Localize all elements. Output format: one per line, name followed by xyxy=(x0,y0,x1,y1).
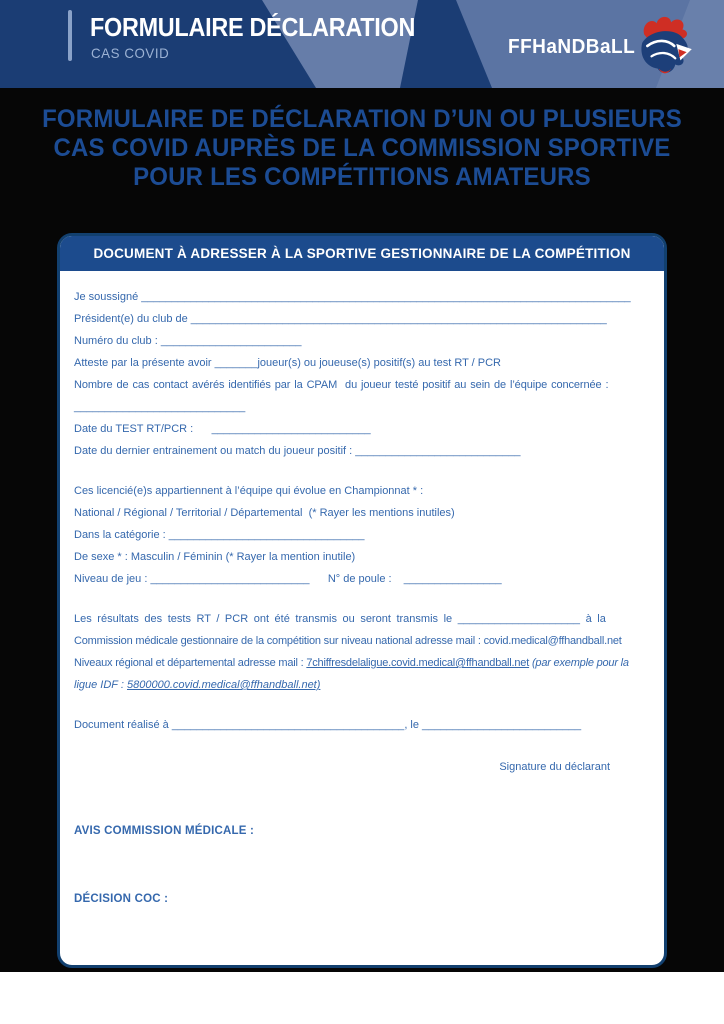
form-box xyxy=(57,233,667,968)
line-niveaux-mail xyxy=(74,652,650,674)
ligue-email-link[interactable]: 7chiffresdelaligue.covid.medical@ffhandball.net xyxy=(306,657,530,669)
text-segment: Dans la catégorie : xyxy=(74,529,169,541)
line-niveau xyxy=(74,568,650,590)
rooster-icon xyxy=(636,15,698,79)
text-segment: DÉCISION COC : xyxy=(74,893,169,905)
text-segment: Atteste par la présente avoir xyxy=(74,357,215,369)
blank-date: __________________________ xyxy=(422,719,582,731)
line-signature xyxy=(74,756,650,778)
text-segment: N° de poule : xyxy=(309,573,404,585)
blank-last-match-date: ___________________________ xyxy=(355,445,521,457)
line-categorie xyxy=(74,524,650,546)
text-segment: National / Régional / Territorial / Départemental (* Rayer les mentions inutiles) xyxy=(74,507,455,519)
blank-club-number: _______________________ xyxy=(160,335,302,347)
header-band xyxy=(0,0,724,88)
blank-transmit-date: ____________________ xyxy=(457,613,581,625)
blank-club-name: ____________________________________________________________________ xyxy=(190,313,607,325)
header-title: FORMULAIRE DÉCLARATION xyxy=(90,12,416,42)
blank-pool-number: ________________ xyxy=(403,573,502,585)
text-segment: Je soussigné xyxy=(74,291,142,303)
form-lines xyxy=(60,271,664,910)
main-title-line-3: POUR LES COMPÉTITIONS AMATEURS xyxy=(133,163,591,191)
header-subtitle: CAS COVID xyxy=(91,45,170,61)
text-segment: Document réalisé à xyxy=(74,719,172,731)
form-box-header: DOCUMENT À ADRESSER À LA SPORTIVE GESTIONNAIRE DE LA COMPÉTITION xyxy=(60,236,664,271)
ffhandball-wordmark: FFHaNDBaLL xyxy=(508,36,636,58)
blank-positive-count: _______ xyxy=(214,357,258,369)
blank-contact-count: ____________________________ xyxy=(74,401,246,413)
line-ligue-idf xyxy=(74,674,650,696)
text-segment: Nombre de cas contact avérés identifiés par la CPAM du joueur testé positif au sein de l’équipe concernée : xyxy=(74,379,609,391)
line-avis-commission xyxy=(74,820,650,842)
text-segment: joueur(s) ou joueuse(s) positif(s) au test RT / PCR xyxy=(257,357,501,369)
blank-category: ________________________________ xyxy=(168,529,365,541)
text-segment: à la xyxy=(580,613,606,625)
text-segment: Niveaux régional et départemental adresse mail : xyxy=(74,657,307,669)
blank-place: ______________________________________ xyxy=(171,719,405,731)
main-title xyxy=(14,105,709,192)
main-title-line-1: FORMULAIRE DE DÉCLARATION D’UN OU PLUSIEURS xyxy=(42,105,682,133)
text-segment: Les résultats des tests RT / PCR ont été transmis ou seront transmis le xyxy=(74,613,458,625)
text-segment: Signature du déclarant xyxy=(499,761,610,773)
text-segment: Date du dernier entrainement ou match du joueur positif : xyxy=(74,445,356,457)
line-decision-coc xyxy=(74,888,650,910)
text-segment: De sexe * : Masculin / Féminin (* Rayer la mention inutile) xyxy=(74,551,356,563)
line-atteste xyxy=(74,352,650,374)
line-commission xyxy=(74,630,650,652)
idf-email-link[interactable]: 5800000.covid.medical@ffhandball.net) xyxy=(127,679,321,691)
line-test-date xyxy=(74,418,650,440)
line-club-number xyxy=(74,330,650,352)
line-levels xyxy=(74,502,650,524)
line-cas-contact-blank xyxy=(74,396,650,418)
line-declarant xyxy=(74,286,650,308)
line-last-match xyxy=(74,440,650,462)
main-title-line-2: CAS COVID AUPRÈS DE LA COMMISSION SPORTIVE xyxy=(53,134,671,162)
text-segment: ligue IDF : xyxy=(74,679,127,691)
header-accent-bar xyxy=(68,10,72,61)
line-document-realise xyxy=(74,714,650,736)
text-segment: Président(e) du club de xyxy=(74,313,191,325)
blank-level: __________________________ xyxy=(150,573,310,585)
blank-declarant-name: ________________________________________________________________________________ xyxy=(141,291,631,303)
text-segment: , le xyxy=(404,719,423,731)
line-championnat xyxy=(74,480,650,502)
line-sexe xyxy=(74,546,650,568)
text-segment: Numéro du club : xyxy=(74,335,161,347)
text-segment: Commission médicale gestionnaire de la compétition sur niveau national adresse mail : covid.medical@ffhandball.net xyxy=(74,635,622,647)
text-segment: Ces licencié(e)s appartiennent à l’équipe qui évolue en Championnat * : xyxy=(74,485,424,497)
text-segment: (par exemple pour la xyxy=(531,657,629,669)
blank-test-date: __________________________ xyxy=(211,423,371,435)
line-president xyxy=(74,308,650,330)
text-segment: AVIS COMMISSION MÉDICALE : xyxy=(74,825,255,837)
line-cas-contact xyxy=(74,374,650,396)
text-segment: Niveau de jeu : xyxy=(74,573,151,585)
line-resultats xyxy=(74,608,650,630)
text-segment: Date du TEST RT/PCR : xyxy=(74,423,212,435)
